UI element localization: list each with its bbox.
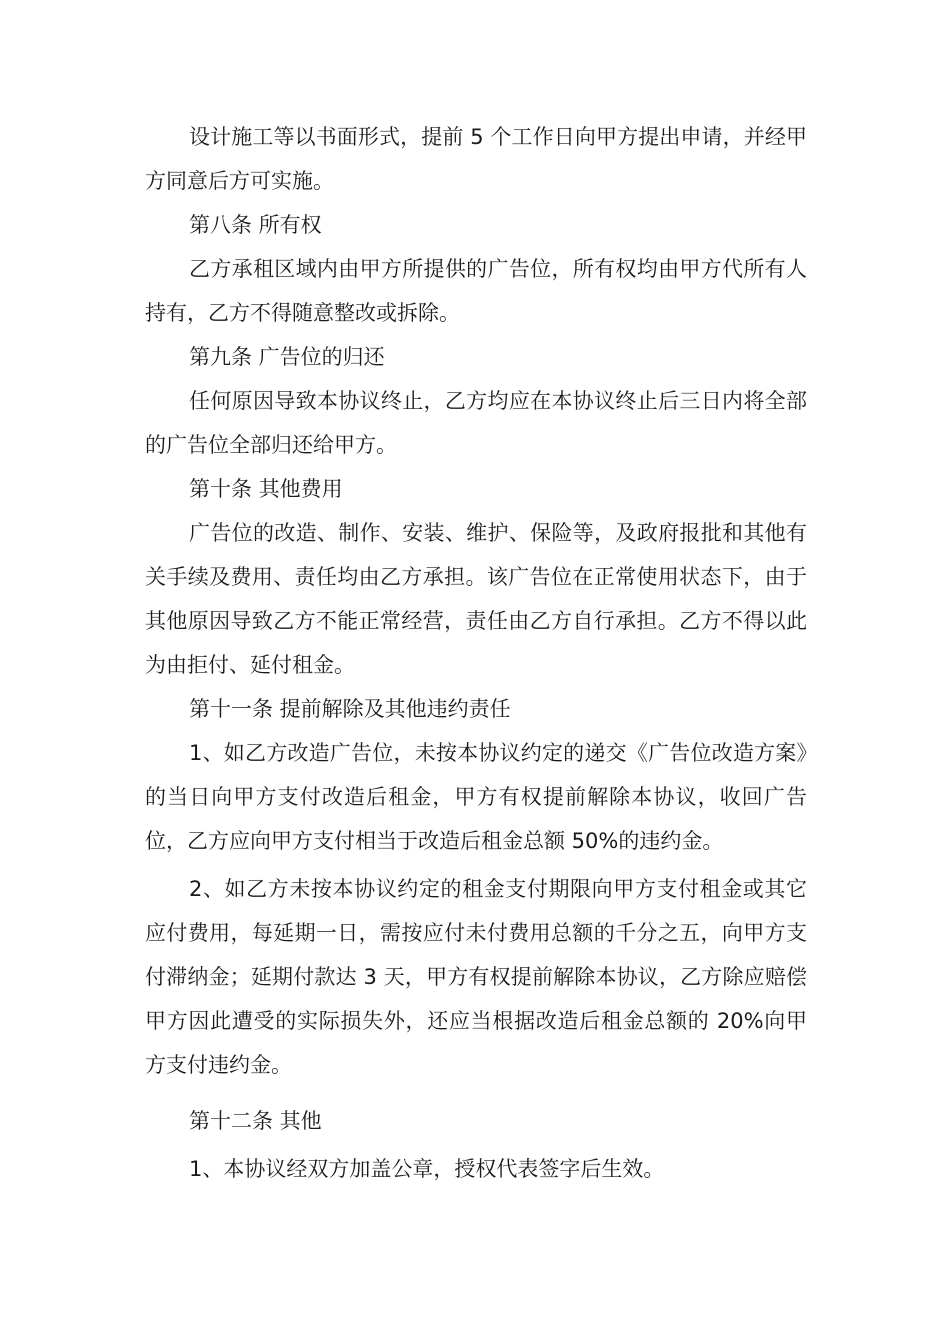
- heading-article-10: 第十条 其他费用: [189, 477, 343, 501]
- paragraph-return: 任何原因导致本协议终止，乙方均应在本协议终止后三日内将全部的广告位全部归还给甲方。: [145, 389, 807, 457]
- paragraph-ownership: 乙方承租区域内由甲方所提供的广告位，所有权均由甲方代所有人持有，乙方不得随意整改或拆除。: [145, 257, 807, 325]
- paragraph-other-fees: 广告位的改造、制作、安装、维护、保险等，及政府报批和其他有关手续及费用、责任均由乙方承担。该广告位在正常使用状态下，由于其他原因导致乙方不能正常经营，责任由乙方自行承担。乙方不得以此为由拒付、延付租金。: [145, 521, 807, 677]
- heading-article-12: 第十二条 其他: [189, 1109, 322, 1133]
- paragraph-breach-2: 2、如乙方未按本协议约定的租金支付期限向甲方支付租金或其它应付费用，每延期一日，需按应付未付费用总额的千分之五，向甲方支付滞纳金；延期付款达 3 天，甲方有权提前解除本协议，乙方除应赔偿甲方因此遭受的实际损失外，还应当根据改造后租金总额的 20%向甲方支付违约金。: [145, 877, 807, 1077]
- document-body: [145, 115, 807, 1191]
- heading-article-9: 第九条 广告位的归还: [189, 345, 385, 369]
- paragraph-breach-1: 1、如乙方改造广告位，未按本协议约定的递交《广告位改造方案》的当日向甲方支付改造后租金，甲方有权提前解除本协议，收回广告位，乙方应向甲方支付相当于改造后租金总额 50%的违约金。: [145, 741, 807, 853]
- heading-article-11: 第十一条 提前解除及其他违约责任: [189, 697, 511, 721]
- heading-article-8: 第八条 所有权: [189, 213, 322, 237]
- paragraph-effective: 1、本协议经双方加盖公章，授权代表签字后生效。: [189, 1157, 665, 1181]
- paragraph-construction-application: 设计施工等以书面形式，提前 5 个工作日向甲方提出申请，并经甲方同意后方可实施。: [145, 125, 807, 193]
